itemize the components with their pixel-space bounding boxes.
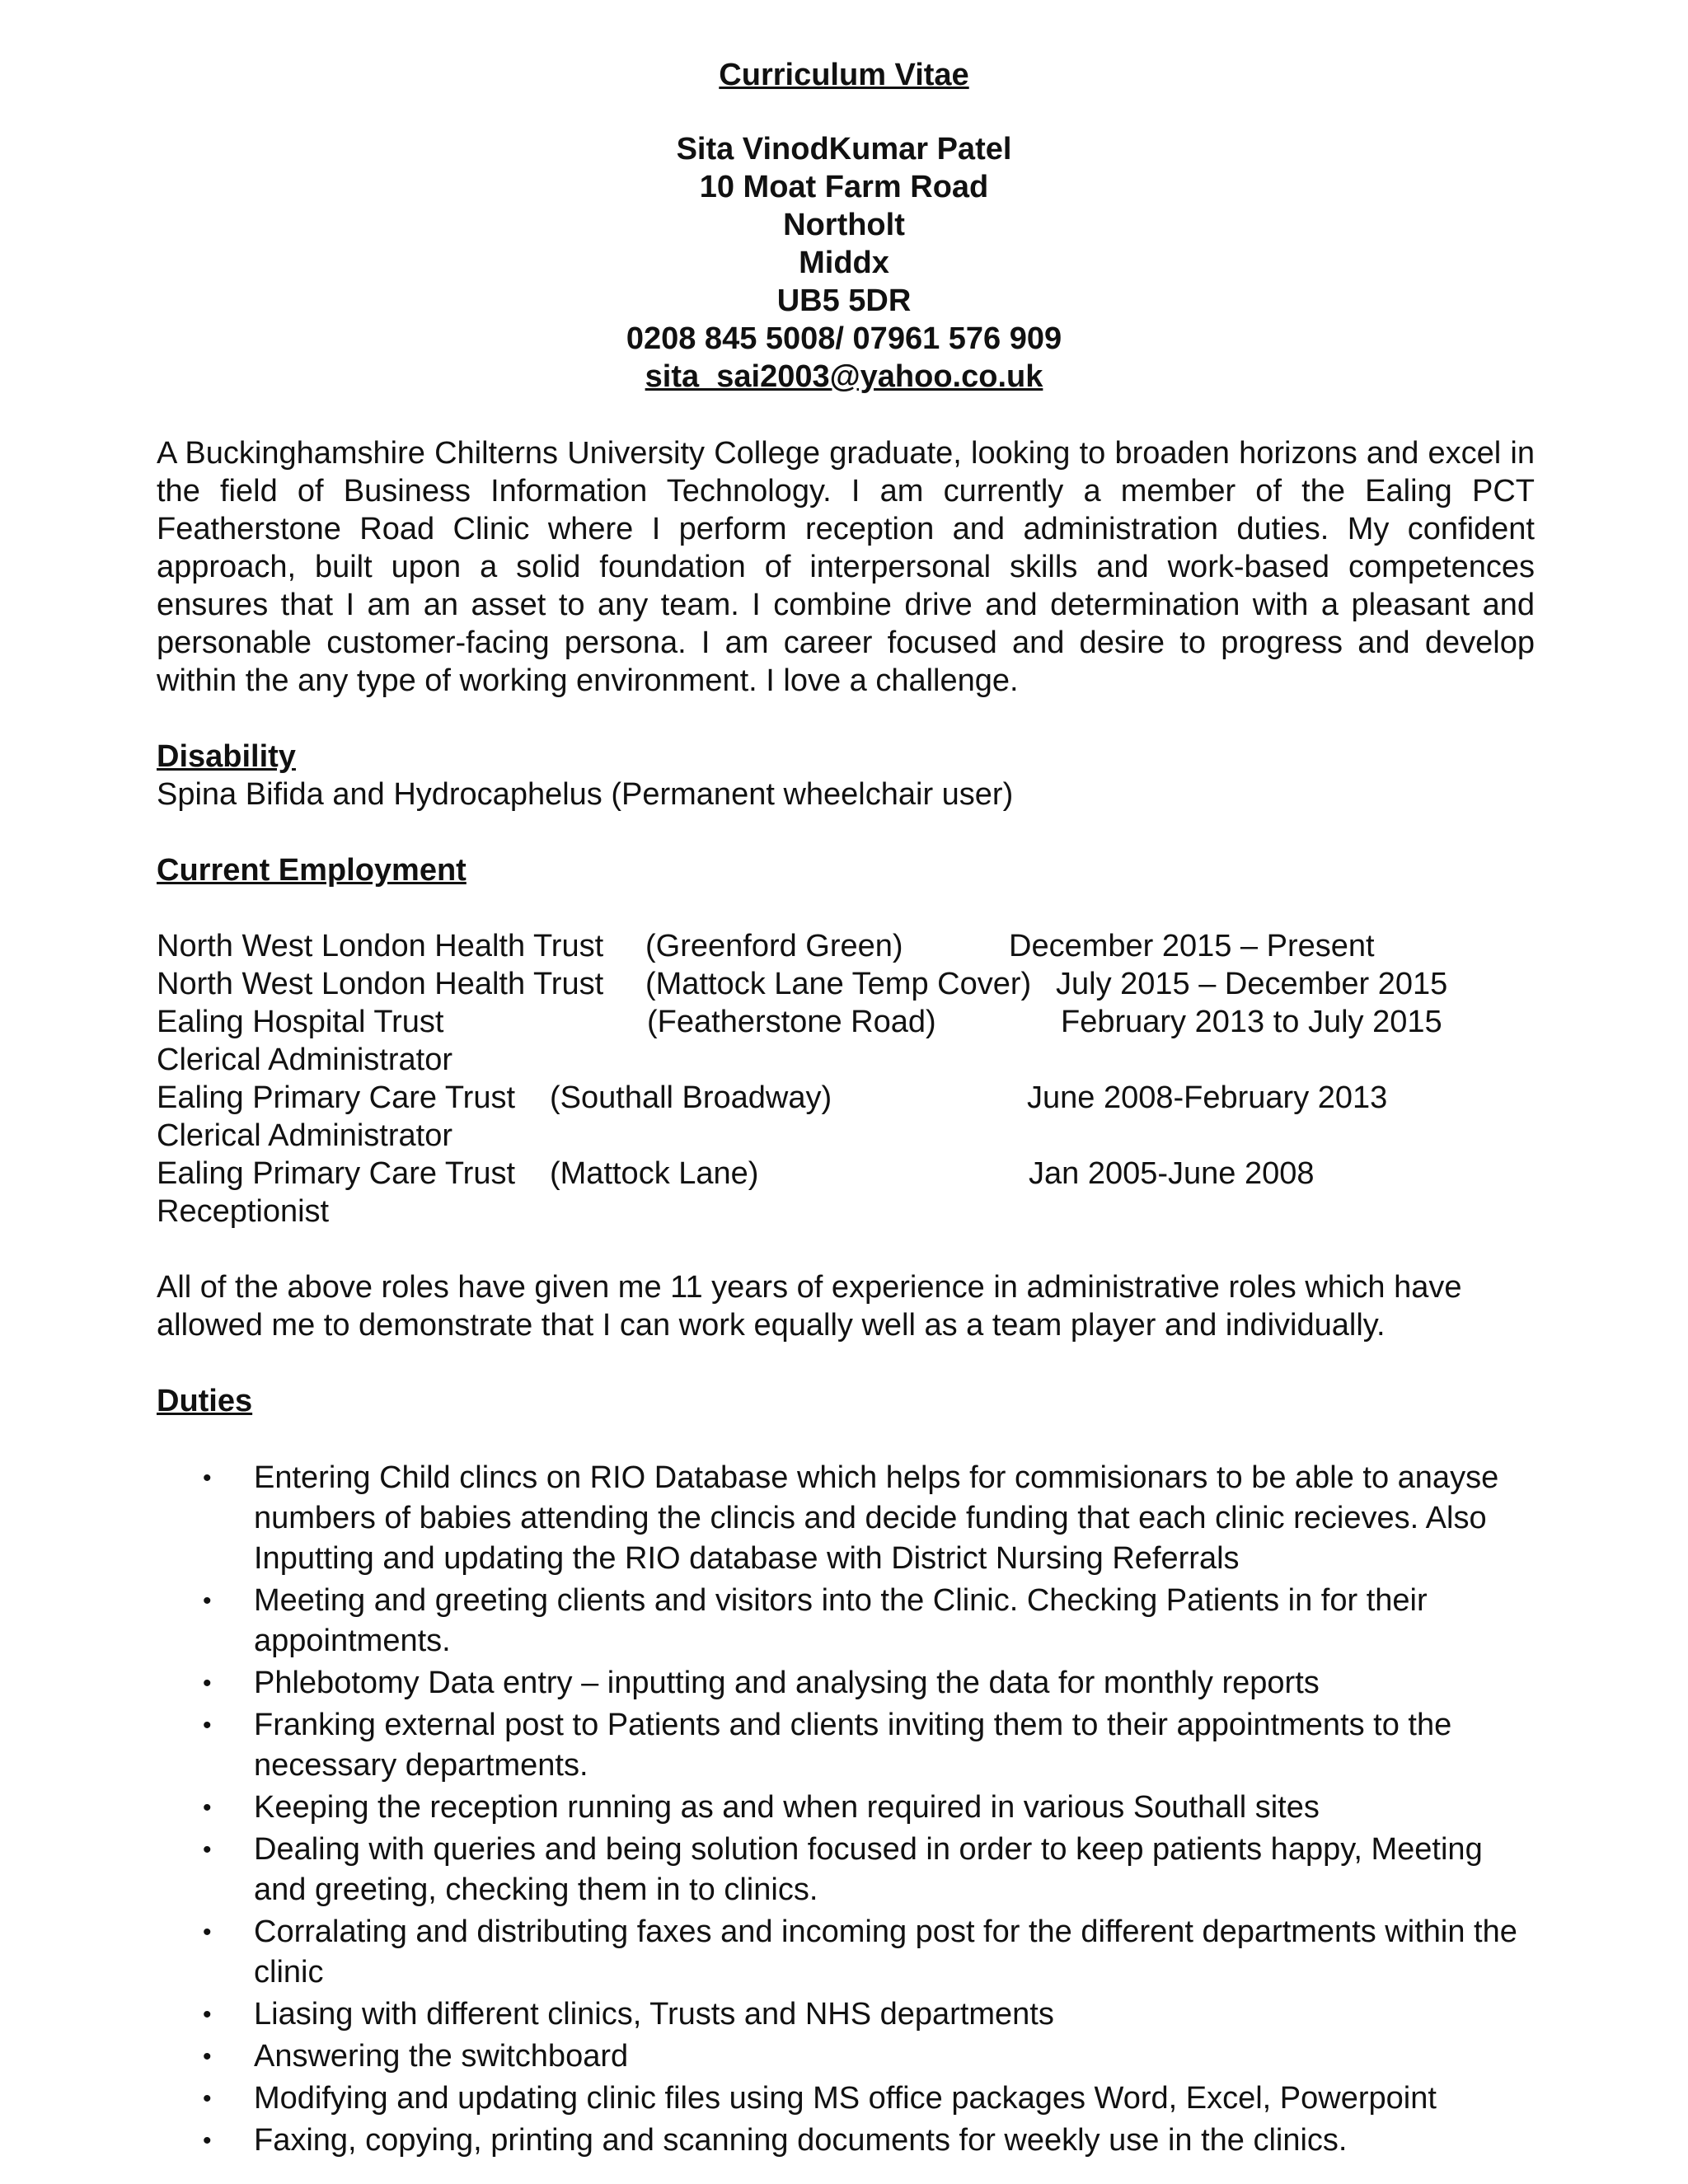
list-item: [157, 1581, 1535, 1661]
duty-text: Faxing, copying, printing and scanning documents for weekly use in the clinics.: [254, 2123, 1348, 2158]
dates: June 2008-February 2013: [1027, 1080, 1388, 1115]
experience-note: All of the above roles have given me 11 years of experience in administrative roles which have allowed me to demonstrate that I can work equally well as a team player and individually.: [157, 1270, 1462, 1343]
personal-summary: A Buckinghamshire Chilterns University College graduate, looking to broaden horizons and excel in the field of Business Information Technology. I am currently a member of the Ealing PCT Featherstone Road Clinic where I perform reception and administration duties. My confident approach, built upon a solid foundation of interpersonal skills and work-based competences ensures that I am an asset to any team. I combine drive and determination with a pleasant and personable customer-facing persona. I am career focused and desire to progress and develop within the any type of working environment. I love a challenge.: [157, 436, 1535, 698]
bullet-icon: •: [203, 1465, 212, 1492]
duty-text: Modifying and updating clinic files using MS office packages Word, Excel, Powerpoint: [254, 2081, 1437, 2116]
bullet-icon: •: [203, 2001, 212, 2028]
duty-text: Dealing with queries and being solution focused in order to keep patients happy, Meeting and greeting, checking them in to clinics.: [254, 1832, 1483, 1907]
bullet-icon: •: [203, 2043, 212, 2070]
list-item: [157, 1912, 1535, 1993]
job-title: Clerical Administrator: [157, 1043, 452, 1077]
list-item: [157, 1663, 1535, 1704]
dates: Jan 2005-June 2008: [1029, 1156, 1315, 1191]
employer: Ealing Hospital Trust: [157, 1005, 444, 1039]
job-title: Receptionist: [157, 1194, 330, 1229]
disability-text: Spina Bifida and Hydrocaphelus (Permanent wheelchair user): [157, 777, 1014, 812]
employment-row: [157, 965, 1535, 1003]
site: (Featherstone Road): [647, 1005, 936, 1039]
duty-text: Liasing with different clinics, Trusts and NHS departments: [254, 1997, 1054, 2032]
list-item: [157, 1830, 1535, 1910]
dates: December 2015 – Present: [1009, 929, 1375, 963]
list-item: [157, 1458, 1535, 1579]
site: (Greenford Green): [645, 929, 903, 963]
employer: North West London Health Trust: [157, 967, 604, 1001]
duties-heading: Duties: [157, 1384, 253, 1418]
phone-numbers: 0208 845 5008/ 07961 576 909: [626, 321, 1062, 356]
dates: February 2013 to July 2015: [1061, 1005, 1442, 1039]
employment-row: [157, 1193, 1535, 1230]
employment-row: [157, 1079, 1535, 1117]
list-item: [157, 1705, 1535, 1786]
employment-row: [157, 1155, 1535, 1193]
employment-row: [157, 1003, 1535, 1041]
duty-text: Answering the switchboard: [254, 2039, 629, 2074]
disability-heading: Disability: [157, 739, 296, 774]
address-line-town: Northolt: [783, 208, 905, 242]
duty-text: Entering Child clincs on RIO Database which helps for commisionars to be able to anayse numbers of babies attending the clincis and decide funding that each clinic recieves. Also Inputting and updating the RIO database with District Nursing Referrals: [254, 1460, 1499, 1576]
duty-text: Meeting and greeting clients and visitors into the Clinic. Checking Patients in for their appointments.: [254, 1583, 1428, 1658]
duty-text: Franking external post to Patients and clients inviting them to their appointments to the necessary departments.: [254, 1708, 1452, 1783]
address-line-postcode: UB5 5DR: [776, 284, 912, 318]
document-title: Curriculum Vitae: [719, 58, 969, 92]
employer: Ealing Primary Care Trust: [157, 1156, 516, 1191]
site: (Southall Broadway): [550, 1080, 832, 1115]
list-item: [157, 1788, 1535, 1828]
address-line-county: Middx: [799, 246, 889, 280]
employment-row: [157, 1041, 1535, 1079]
bullet-icon: •: [203, 2127, 212, 2154]
bullet-icon: •: [203, 1712, 212, 1739]
duty-text: Corralating and distributing faxes and incoming post for the different departments within the clinic: [254, 1915, 1517, 1990]
site: (Mattock Lane): [550, 1156, 759, 1191]
duty-text: Phlebotomy Data entry – inputting and analysing the data for monthly reports: [254, 1666, 1320, 1700]
employment-row: [157, 927, 1535, 965]
list-item: [157, 2036, 1535, 2077]
email-link[interactable]: sita_sai2003@yahoo.co.uk: [645, 359, 1043, 394]
bullet-icon: •: [203, 1794, 212, 1821]
cv-header: [0, 56, 1688, 396]
employment-row: [157, 1117, 1535, 1155]
duties-list: [157, 1458, 1535, 2161]
employer: North West London Health Trust: [157, 929, 604, 963]
bullet-icon: •: [203, 1919, 212, 1946]
list-item: [157, 1994, 1535, 2035]
bullet-icon: •: [203, 1670, 212, 1697]
employment-list: [157, 927, 1535, 1230]
bullet-icon: •: [203, 2085, 212, 2112]
bullet-icon: •: [203, 1836, 212, 1863]
duty-text: Keeping the reception running as and when required in various Southall sites: [254, 1790, 1320, 1825]
bullet-icon: •: [203, 1587, 212, 1615]
cv-body: [157, 434, 1535, 2163]
employer: Ealing Primary Care Trust: [157, 1080, 516, 1115]
site: (Mattock Lane Temp Cover): [645, 967, 1032, 1001]
candidate-name: Sita VinodKumar Patel: [676, 132, 1012, 166]
address-line-street: 10 Moat Farm Road: [699, 170, 989, 204]
list-item: [157, 2121, 1535, 2161]
job-title: Clerical Administrator: [157, 1118, 452, 1153]
employment-heading: Current Employment: [157, 853, 467, 888]
dates: July 2015 – December 2015: [1056, 967, 1448, 1001]
list-item: [157, 2079, 1535, 2119]
